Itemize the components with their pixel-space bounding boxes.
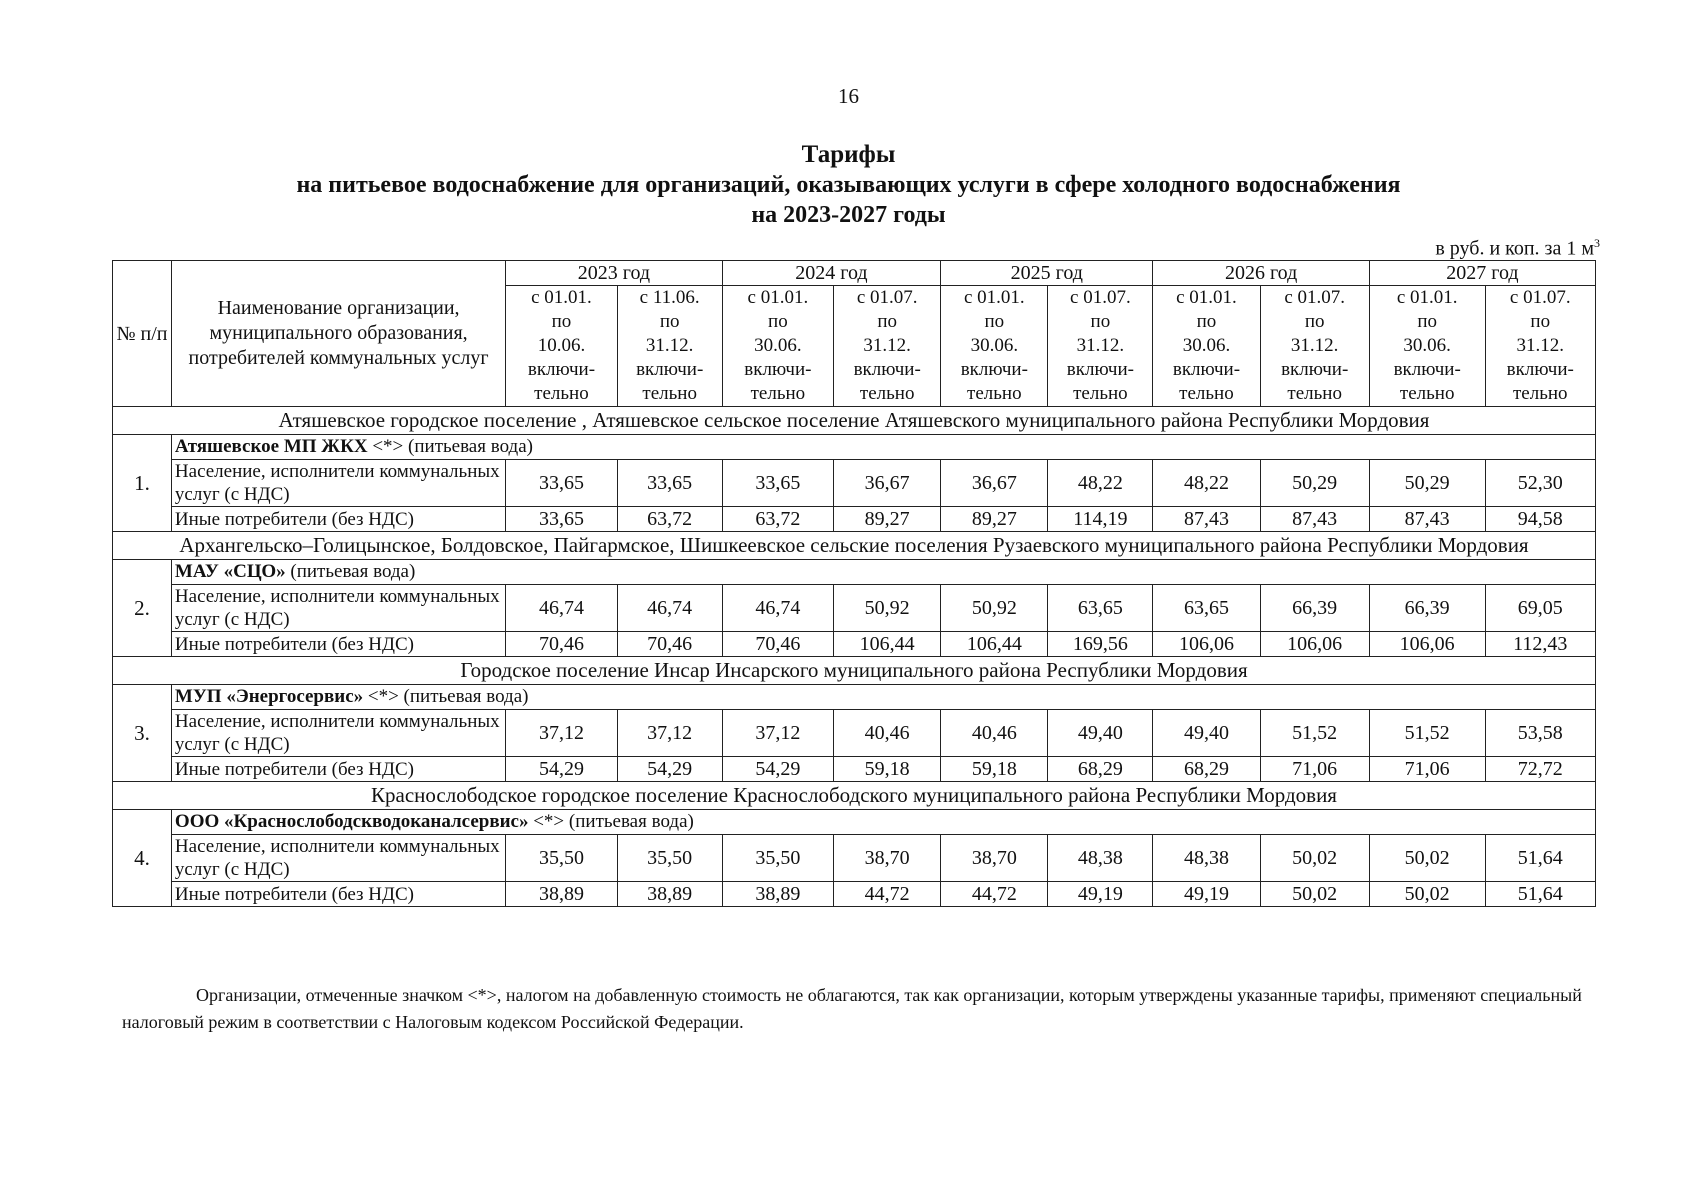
header-period bbox=[506, 286, 617, 407]
tariff-value: 106,06 bbox=[1369, 632, 1485, 657]
tariff-value: 50,92 bbox=[834, 585, 941, 632]
population-row bbox=[113, 585, 1596, 632]
tariff-value: 40,46 bbox=[834, 710, 941, 757]
header-period bbox=[1048, 286, 1153, 407]
population-label: Население, исполнители коммунальных услуг (с НДС) bbox=[171, 835, 505, 882]
tariff-value: 87,43 bbox=[1260, 507, 1369, 532]
tariff-value: 49,40 bbox=[1048, 710, 1153, 757]
period-line: 30.06. bbox=[1403, 335, 1451, 356]
other-consumers-row bbox=[113, 757, 1596, 782]
period-line: по bbox=[1196, 311, 1217, 332]
tariff-value: 112,43 bbox=[1485, 632, 1595, 657]
tariff-value: 59,18 bbox=[941, 757, 1048, 782]
header-period bbox=[617, 286, 722, 407]
tariff-value: 71,06 bbox=[1369, 757, 1485, 782]
period-line: 10.06. bbox=[537, 335, 586, 356]
tariff-value: 63,72 bbox=[722, 507, 833, 532]
period-line: тельно bbox=[1399, 383, 1455, 404]
population-row bbox=[113, 710, 1596, 757]
tariff-value: 70,46 bbox=[506, 632, 617, 657]
tariff-value: 38,89 bbox=[506, 882, 617, 907]
tariff-value: 50,29 bbox=[1260, 460, 1369, 507]
period-line: 31.12. bbox=[1516, 335, 1565, 356]
period-line: по bbox=[877, 311, 898, 332]
tariff-value: 40,46 bbox=[941, 710, 1048, 757]
period-line: 31.12. bbox=[1076, 335, 1125, 356]
period-line: тельно bbox=[750, 383, 806, 404]
period-line: по bbox=[768, 311, 788, 332]
tariff-value: 38,89 bbox=[617, 882, 722, 907]
tariff-value: 35,50 bbox=[722, 835, 833, 882]
section-row bbox=[113, 657, 1596, 685]
tariff-value: 63,65 bbox=[1153, 585, 1260, 632]
tariff-value: 50,02 bbox=[1369, 835, 1485, 882]
period-line: тельно bbox=[967, 383, 1022, 404]
tariff-value: 51,52 bbox=[1260, 710, 1369, 757]
period-line: тельно bbox=[534, 383, 589, 404]
header-period bbox=[941, 286, 1048, 407]
org-suffix: (питьевая вода) bbox=[285, 561, 416, 582]
document-title bbox=[0, 140, 1697, 230]
period-line: включи- bbox=[636, 359, 704, 380]
header-name: Наименование организации, муниципального образования, потребителей коммунальных услуг bbox=[171, 261, 505, 407]
tariff-value: 51,64 bbox=[1485, 835, 1595, 882]
tariff-value: 48,22 bbox=[1048, 460, 1153, 507]
tariff-value: 71,06 bbox=[1260, 757, 1369, 782]
row-index: 3. bbox=[113, 685, 172, 782]
other-consumers-row bbox=[113, 507, 1596, 532]
org-cell bbox=[171, 685, 1595, 710]
tariff-value: 51,64 bbox=[1485, 882, 1595, 907]
header-period bbox=[722, 286, 833, 407]
org-name: МАУ «СЦО» bbox=[174, 561, 286, 582]
header-row-years bbox=[113, 261, 1596, 286]
other-consumers-label: Иные потребители (без НДС) bbox=[171, 632, 505, 657]
period-line: включи- bbox=[853, 359, 921, 380]
period-line: с 01.07. bbox=[856, 287, 918, 308]
period-line: по bbox=[1090, 311, 1111, 332]
header-period bbox=[1153, 286, 1260, 407]
tariff-value: 33,65 bbox=[722, 460, 833, 507]
footnote: Организации, отмеченные значком <*>, налогом на добавленную стоимость не облагаются, так как организации, которым утверждены указанные тарифы, применяют специальный налоговый режим в соответствии с Налоговым кодексом Российской Федерации. bbox=[122, 985, 1582, 1032]
period-line: тельно bbox=[1287, 383, 1342, 404]
period-line: с 01.07. bbox=[1070, 287, 1131, 308]
period-line: включи- bbox=[527, 359, 596, 380]
period-line: с 01.01. bbox=[1396, 287, 1458, 308]
header-year: 2025 год bbox=[941, 261, 1153, 286]
period-line: тельно bbox=[859, 383, 915, 404]
tariff-value: 49,40 bbox=[1153, 710, 1260, 757]
org-row bbox=[113, 685, 1596, 710]
tariff-value: 50,92 bbox=[941, 585, 1048, 632]
period-line: включи- bbox=[960, 359, 1028, 380]
tariff-value: 36,67 bbox=[834, 460, 941, 507]
org-name: Атяшевское МП ЖКХ bbox=[174, 436, 368, 457]
period-line: тельно bbox=[1512, 383, 1568, 404]
tariff-value: 54,29 bbox=[617, 757, 722, 782]
tariff-value: 106,06 bbox=[1153, 632, 1260, 657]
population-label: Население, исполнители коммунальных услуг (с НДС) bbox=[171, 460, 505, 507]
period-line: по bbox=[1417, 311, 1437, 332]
row-index: 1. bbox=[113, 435, 172, 532]
section-row bbox=[113, 782, 1596, 810]
section-row bbox=[113, 532, 1596, 560]
period-line: с 01.01. bbox=[963, 287, 1025, 308]
tariff-value: 33,65 bbox=[506, 460, 617, 507]
tariff-value: 38,70 bbox=[834, 835, 941, 882]
population-label: Население, исполнители коммунальных услуг (с НДС) bbox=[171, 585, 505, 632]
period-line: включи- bbox=[1393, 359, 1461, 380]
tariff-value: 50,02 bbox=[1260, 835, 1369, 882]
tariff-value: 87,43 bbox=[1153, 507, 1260, 532]
tariff-value: 33,65 bbox=[617, 460, 722, 507]
tariff-value: 169,56 bbox=[1048, 632, 1153, 657]
header-period bbox=[1485, 286, 1595, 407]
header-year: 2027 год bbox=[1369, 261, 1595, 286]
org-name: ООО «Краснослободскводоканалсервис» bbox=[174, 811, 529, 832]
period-line: по bbox=[1304, 311, 1325, 332]
period-line: с 01.01. bbox=[531, 287, 592, 308]
org-name: МУП «Энергосервис» bbox=[174, 686, 364, 707]
other-consumers-row bbox=[113, 632, 1596, 657]
tariff-value: 114,19 bbox=[1048, 507, 1153, 532]
tariff-table-body bbox=[113, 261, 1596, 907]
org-cell bbox=[171, 435, 1595, 460]
period-line: включи- bbox=[1281, 359, 1349, 380]
section-title: Архангельско–Голицынское, Болдовское, Пайгармское, Шишкеевское сельские поселения Рузаевского муниципального района Республики Мордовия bbox=[113, 532, 1596, 560]
row-index: 2. bbox=[113, 560, 172, 657]
tariff-value: 46,74 bbox=[617, 585, 722, 632]
tariff-value: 35,50 bbox=[617, 835, 722, 882]
period-line: 30.06. bbox=[1182, 335, 1231, 356]
tariff-value: 50,02 bbox=[1260, 882, 1369, 907]
tariff-value: 38,89 bbox=[722, 882, 833, 907]
tariff-value: 51,52 bbox=[1369, 710, 1485, 757]
period-line: 31.12. bbox=[645, 335, 694, 356]
tariff-value: 59,18 bbox=[834, 757, 941, 782]
tariff-value: 49,19 bbox=[1048, 882, 1153, 907]
tariff-value: 72,72 bbox=[1485, 757, 1595, 782]
tariff-value: 106,44 bbox=[941, 632, 1048, 657]
tariff-value: 50,29 bbox=[1369, 460, 1485, 507]
tariff-value: 66,39 bbox=[1260, 585, 1369, 632]
tariff-value: 94,58 bbox=[1485, 507, 1595, 532]
population-row bbox=[113, 460, 1596, 507]
tariff-value: 44,72 bbox=[834, 882, 941, 907]
tariff-value: 70,46 bbox=[722, 632, 833, 657]
tariff-value: 54,29 bbox=[506, 757, 617, 782]
section-title: Атяшевское городское поселение , Атяшевское сельское поселение Атяшевского муниципального района Республики Мордовия bbox=[113, 407, 1596, 435]
row-index: 4. bbox=[113, 810, 172, 907]
header-year: 2023 год bbox=[506, 261, 722, 286]
tariff-value: 37,12 bbox=[722, 710, 833, 757]
other-consumers-label: Иные потребители (без НДС) bbox=[171, 507, 505, 532]
tariff-value: 87,43 bbox=[1369, 507, 1485, 532]
section-row bbox=[113, 407, 1596, 435]
tariff-value: 44,72 bbox=[941, 882, 1048, 907]
org-suffix: <*> (питьевая вода) bbox=[363, 686, 529, 707]
title-line-3: на 2023-2027 годы bbox=[751, 202, 946, 228]
tariff-value: 68,29 bbox=[1048, 757, 1153, 782]
tariff-value: 50,02 bbox=[1369, 882, 1485, 907]
org-row bbox=[113, 435, 1596, 460]
tariff-value: 48,38 bbox=[1153, 835, 1260, 882]
period-line: 30.06. bbox=[970, 335, 1019, 356]
tariff-value: 89,27 bbox=[834, 507, 941, 532]
tariff-value: 46,74 bbox=[506, 585, 617, 632]
org-row bbox=[113, 560, 1596, 585]
period-line: с 11.06. bbox=[639, 287, 700, 308]
tariff-value: 89,27 bbox=[941, 507, 1048, 532]
tariff-value: 52,30 bbox=[1485, 460, 1595, 507]
tariff-value: 68,29 bbox=[1153, 757, 1260, 782]
section-title: Краснослободское городское поселение Краснослободского муниципального района Республики Мордовия bbox=[113, 782, 1596, 810]
tariff-value: 53,58 bbox=[1485, 710, 1595, 757]
population-row bbox=[113, 835, 1596, 882]
tariff-value: 54,29 bbox=[722, 757, 833, 782]
org-suffix: <*> (питьевая вода) bbox=[367, 436, 533, 457]
tariff-value: 38,70 bbox=[941, 835, 1048, 882]
tariff-value: 33,65 bbox=[506, 507, 617, 532]
period-line: с 01.01. bbox=[747, 287, 809, 308]
org-cell bbox=[171, 560, 1595, 585]
period-line: по bbox=[551, 311, 572, 332]
header-year: 2026 год bbox=[1153, 261, 1369, 286]
title-line-1: Тарифы bbox=[801, 141, 896, 168]
tariff-value: 66,39 bbox=[1369, 585, 1485, 632]
tariff-value: 63,65 bbox=[1048, 585, 1153, 632]
units-text: в руб. и коп. за 1 м bbox=[1435, 237, 1594, 260]
header-num: № п/п bbox=[113, 261, 172, 407]
population-label: Население, исполнители коммунальных услуг (с НДС) bbox=[171, 710, 505, 757]
period-line: включи- bbox=[1506, 359, 1574, 380]
units-note bbox=[1435, 236, 1600, 261]
header-year: 2024 год bbox=[722, 261, 941, 286]
other-consumers-label: Иные потребители (без НДС) bbox=[171, 882, 505, 907]
period-line: с 01.07. bbox=[1509, 287, 1571, 308]
org-row bbox=[113, 810, 1596, 835]
tariff-table bbox=[112, 260, 1596, 907]
units-superscript: 3 bbox=[1594, 236, 1600, 250]
period-line: тельно bbox=[1073, 383, 1128, 404]
period-line: включи- bbox=[744, 359, 812, 380]
period-line: по bbox=[984, 311, 1005, 332]
header-period bbox=[834, 286, 941, 407]
period-line: по bbox=[659, 311, 680, 332]
header-period bbox=[1369, 286, 1485, 407]
period-line: с 01.07. bbox=[1284, 287, 1346, 308]
section-title: Городское поселение Инсар Инсарского муниципального района Республики Мордовия bbox=[113, 657, 1596, 685]
tariff-value: 48,38 bbox=[1048, 835, 1153, 882]
tariff-value: 37,12 bbox=[506, 710, 617, 757]
tariff-value: 36,67 bbox=[941, 460, 1048, 507]
title-line-2: на питьевое водоснабжение для организаций, оказывающих услуги в сфере холодного водоснабжения bbox=[296, 172, 1401, 198]
org-suffix: <*> (питьевая вода) bbox=[528, 811, 694, 832]
period-line: 31.12. bbox=[1290, 335, 1339, 356]
other-consumers-label: Иные потребители (без НДС) bbox=[171, 757, 505, 782]
page-number: 16 bbox=[838, 84, 859, 108]
tariff-value: 37,12 bbox=[617, 710, 722, 757]
period-line: 31.12. bbox=[863, 335, 911, 356]
tariff-value: 70,46 bbox=[617, 632, 722, 657]
period-line: 30.06. bbox=[754, 335, 802, 356]
period-line: включи- bbox=[1172, 359, 1241, 380]
tariff-value: 63,72 bbox=[617, 507, 722, 532]
period-line: с 01.01. bbox=[1176, 287, 1237, 308]
other-consumers-row bbox=[113, 882, 1596, 907]
tariff-value: 106,06 bbox=[1260, 632, 1369, 657]
tariff-value: 69,05 bbox=[1485, 585, 1595, 632]
period-line: тельно bbox=[642, 383, 697, 404]
period-line: включи- bbox=[1066, 359, 1134, 380]
tariff-value: 106,44 bbox=[834, 632, 941, 657]
tariff-value: 46,74 bbox=[722, 585, 833, 632]
tariff-value: 35,50 bbox=[506, 835, 617, 882]
period-line: по bbox=[1530, 311, 1551, 332]
tariff-value: 48,22 bbox=[1153, 460, 1260, 507]
tariff-value: 49,19 bbox=[1153, 882, 1260, 907]
header-period bbox=[1260, 286, 1369, 407]
period-line: тельно bbox=[1179, 383, 1234, 404]
org-cell bbox=[171, 810, 1595, 835]
